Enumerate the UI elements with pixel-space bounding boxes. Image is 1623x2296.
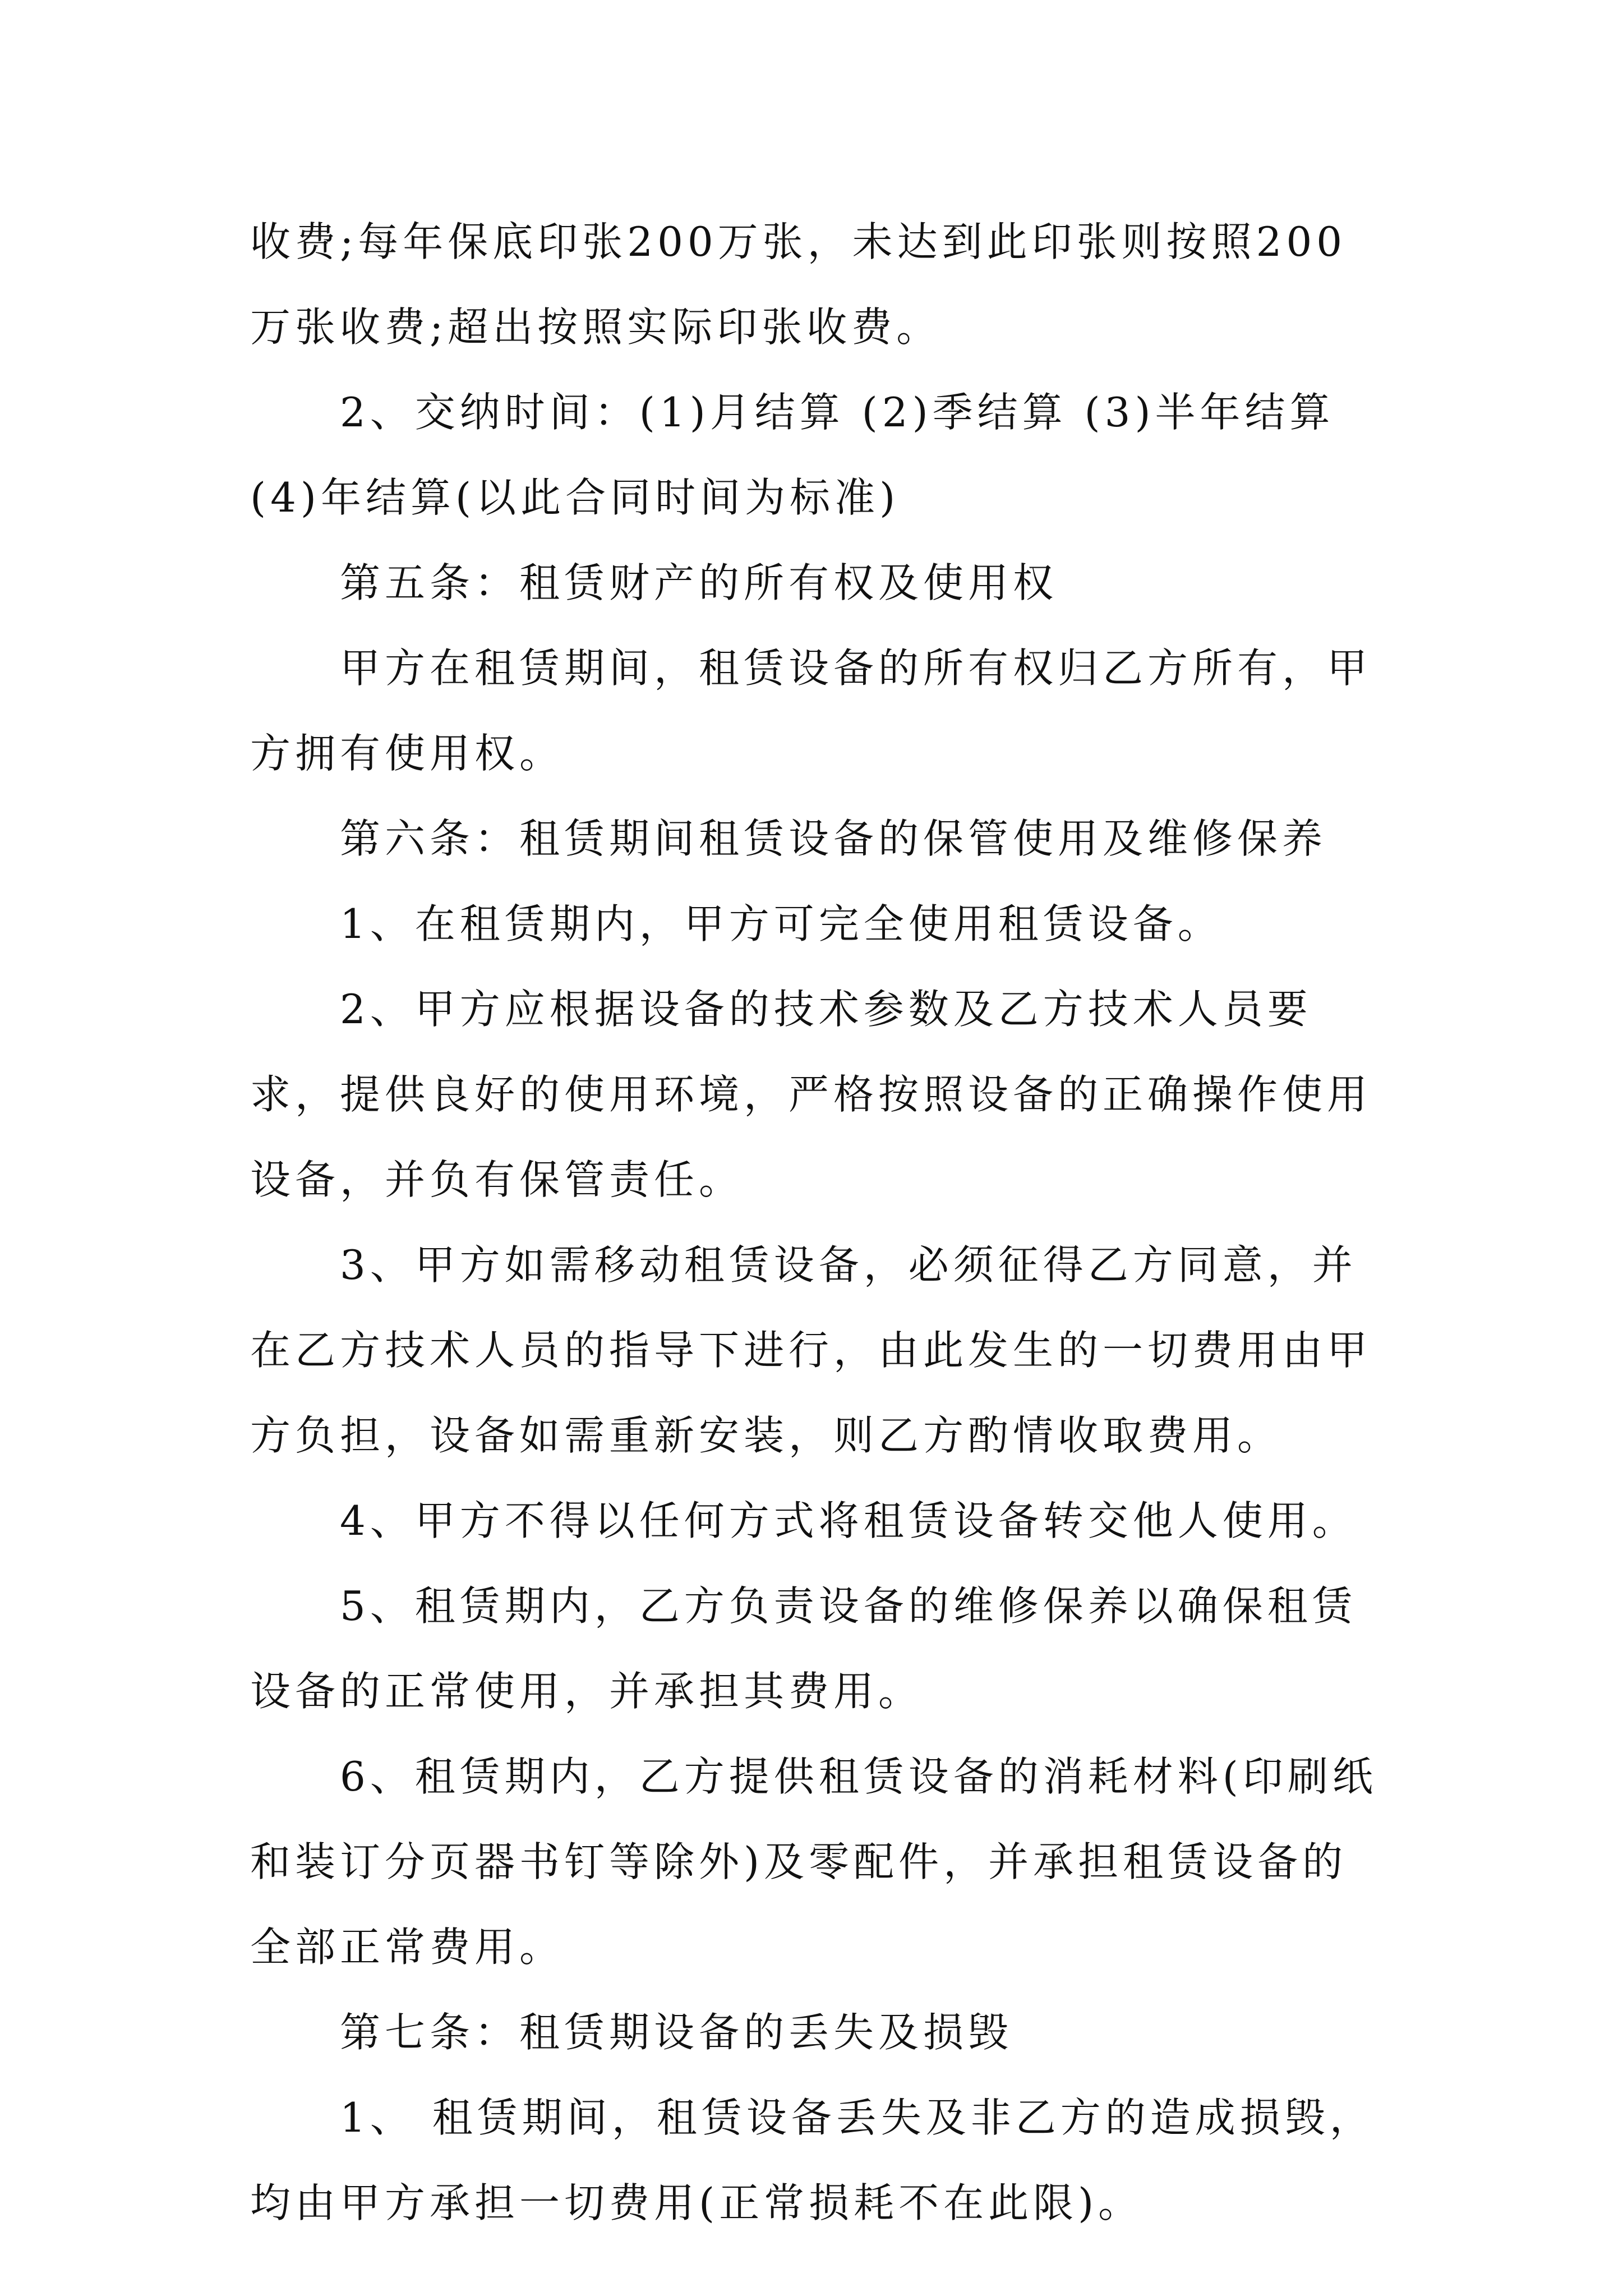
clause-6-5: 5、租赁期内，乙方负责设备的维修保养以确保租赁设备的正常使用，并承担其费用。 bbox=[250, 1582, 1357, 1715]
paragraph-fee-continuation: 收费;每年保底印张200万张，未达到此印张则按照200万张收费;超出按照实际印张收费。 bbox=[250, 218, 1347, 351]
article-6-heading: 第六条：租赁期间租赁设备的保管使用及维修保养 bbox=[340, 815, 1327, 862]
clause-6-1: 1、在租赁期内，甲方可完全使用租赁设备。 bbox=[340, 900, 1223, 947]
article-5-heading: 第五条：租赁财产的所有权及使用权 bbox=[340, 559, 1058, 606]
clause-7-1: 1、 租赁期间，租赁设备丢失及非乙方的造成损毁，均由甲方承担一切费用(正常损耗不在此限)。 bbox=[250, 2094, 1375, 2226]
clause-6-3: 3、甲方如需移动租赁设备，必须征得乙方同意，并在乙方技术人员的指导下进行，由此发生的一切费用由甲方负担，设备如需重新安装，则乙方酌情收取费用。 bbox=[250, 1241, 1372, 1459]
paragraph-payment-time: 2、交纳时间：(1)月结算 (2)季结算 (3)半年结算 (4)年结算(以此合同时间为标准) bbox=[250, 389, 1335, 521]
clause-6-4: 4、甲方不得以任何方式将租赁设备转交他人使用。 bbox=[340, 1497, 1357, 1544]
clause-6-6: 6、租赁期内，乙方提供租赁设备的消耗材料(印刷纸和装订分页器书钉等除外)及零配件，并承担租赁设备的全部正常费用。 bbox=[250, 1753, 1377, 1971]
article-7-heading: 第七条：租赁期设备的丢失及损毁 bbox=[340, 2009, 1013, 2056]
paragraph-ownership: 甲方在租赁期间，租赁设备的所有权归乙方所有，甲方拥有使用权。 bbox=[250, 645, 1372, 777]
document-body bbox=[250, 199, 1391, 2246]
clause-6-2: 2、甲方应根据设备的技术参数及乙方技术人员要求，提供良好的使用环境，严格按照设备的正确操作使用设备，并负有保管责任。 bbox=[250, 986, 1372, 1203]
